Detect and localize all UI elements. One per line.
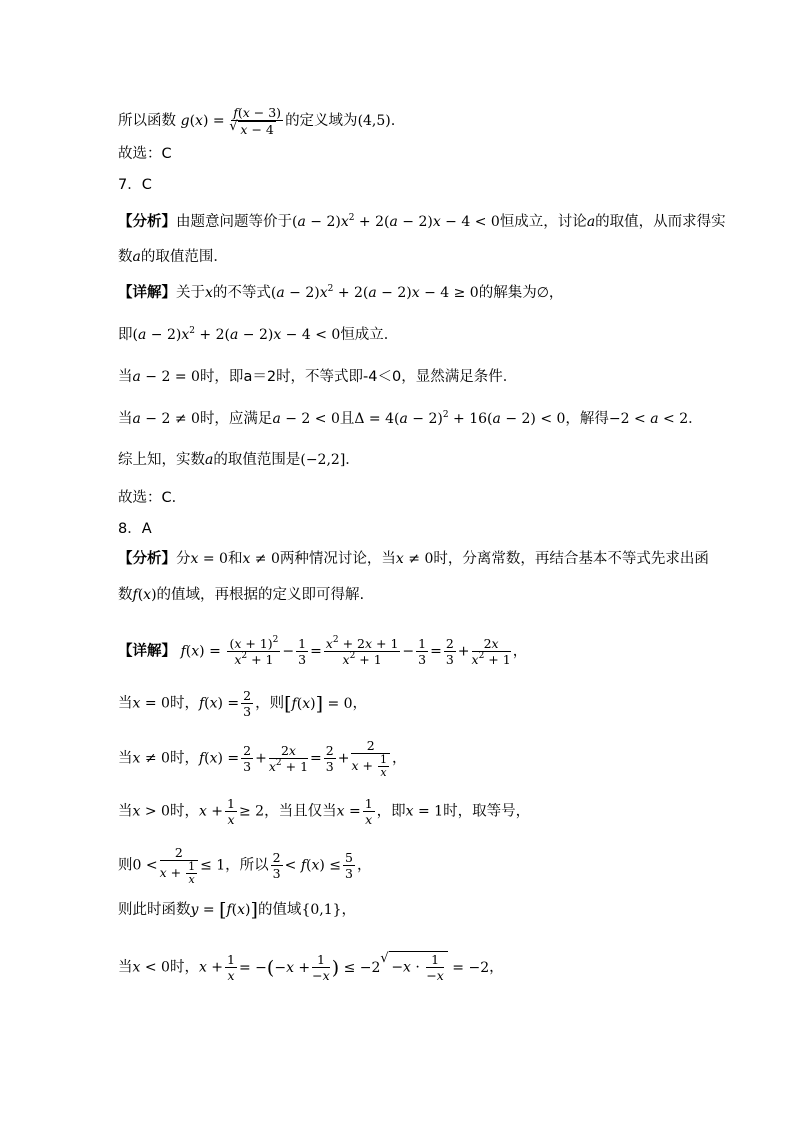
math: + bbox=[255, 750, 267, 767]
math: $(a - 2)x^2 + 2(a - 2)x - 4 < 0$ bbox=[292, 213, 500, 230]
math-floor: [f(x)] = 0 bbox=[284, 692, 353, 715]
fraction: $\frac{2}{3}$ bbox=[272, 850, 281, 881]
text: 所以函数 bbox=[118, 113, 176, 129]
text: 综上知，实数 bbox=[118, 452, 205, 468]
math-floor: y = [f(x)] bbox=[190, 899, 258, 921]
math: x bbox=[205, 285, 213, 301]
line-choice-c2: 故选：C． bbox=[118, 490, 187, 506]
line-case-a2 bbox=[118, 367, 517, 387]
text: ， bbox=[341, 902, 357, 918]
line-detail-7b bbox=[118, 325, 398, 345]
math: x = bbox=[336, 803, 361, 820]
math: a − 2 < 0 bbox=[272, 411, 340, 427]
math: f(x) = bbox=[198, 750, 240, 767]
text: 的不等式 bbox=[212, 285, 271, 301]
math: a bbox=[205, 452, 214, 468]
fraction: $\frac{2}{3}$ bbox=[243, 743, 252, 774]
math: f(x) bbox=[132, 587, 157, 603]
math: a − 2 = 0 bbox=[132, 369, 200, 385]
line-case-x-pos bbox=[118, 796, 530, 827]
text: 的值域，再根据的定义即可得解. bbox=[156, 587, 365, 603]
text: 的解集为 bbox=[478, 285, 537, 301]
text: a＝2 bbox=[243, 369, 277, 385]
text: 两种情况讨论，当 bbox=[279, 551, 396, 567]
text: 时， bbox=[169, 750, 199, 767]
text: ，即 bbox=[376, 803, 406, 820]
text: 时，不等式即-4＜0，显然满足条件． bbox=[276, 369, 518, 385]
text: . bbox=[390, 113, 396, 129]
text: 当 bbox=[118, 695, 133, 712]
text: 数 bbox=[118, 587, 133, 603]
math: + bbox=[337, 750, 350, 767]
math-interval: (4,5) bbox=[357, 113, 391, 129]
tag: 【详解】 bbox=[118, 285, 176, 301]
text: 由题意问题等价于 bbox=[176, 214, 292, 230]
text: 即 bbox=[118, 327, 133, 343]
math: − bbox=[402, 643, 415, 660]
text: 当 bbox=[118, 803, 133, 820]
fraction-nested: 2 x + $\frac{1}{x}$ bbox=[160, 845, 198, 886]
line-analysis-7b bbox=[118, 247, 228, 267]
text: ． bbox=[688, 411, 703, 427]
fraction: $\frac{1}{x}$ bbox=[364, 796, 373, 827]
line-analysis-8b bbox=[118, 585, 364, 605]
line-detail-7 bbox=[118, 283, 563, 303]
text: 且 bbox=[339, 411, 355, 427]
line-case-a-not-2 bbox=[118, 409, 703, 429]
line-case-x0 bbox=[118, 688, 367, 719]
text: 当 bbox=[118, 411, 133, 427]
fraction: $\frac{5}{3}$ bbox=[345, 850, 353, 881]
tag: 【分析】 bbox=[118, 214, 176, 230]
math: f(x) = bbox=[180, 643, 221, 660]
fraction: $\frac{(x + 1)^2}{x^2 + 1}$ bbox=[229, 635, 279, 667]
line-range-f bbox=[118, 845, 371, 886]
text: 时， bbox=[169, 695, 199, 712]
fraction-g: f(x − 3) √ x − 4 bbox=[231, 105, 283, 137]
text: ， bbox=[548, 285, 564, 301]
text: 时，分离常数，再结合基本不等式先求出函 bbox=[433, 551, 709, 567]
text: 的取值范围． bbox=[140, 249, 228, 265]
math-discriminant: $\Delta = 4(a - 2)^2 + 16(a - 2) < 0$ bbox=[354, 410, 566, 427]
line-case-x-neg bbox=[118, 951, 504, 983]
text: 的定义域为 bbox=[285, 113, 358, 129]
math: = bbox=[310, 643, 322, 660]
line-summary-7 bbox=[118, 450, 360, 470]
line-value-range bbox=[118, 900, 356, 920]
fraction: $\frac{2}{3}$ bbox=[243, 688, 252, 719]
math: x + bbox=[198, 803, 224, 820]
math: a bbox=[132, 249, 141, 265]
text: 则 bbox=[118, 857, 133, 874]
math: ≥ 2 bbox=[239, 803, 265, 820]
text: 恒成立，讨论 bbox=[499, 214, 587, 230]
text: 时， bbox=[169, 803, 199, 820]
text: ，所以 bbox=[225, 857, 269, 874]
math: − bbox=[282, 643, 295, 660]
line-analysis-7 bbox=[118, 212, 726, 232]
math: x = 0 bbox=[132, 695, 170, 712]
text: ， bbox=[356, 857, 372, 874]
tag: 【分析】 bbox=[118, 551, 176, 567]
text: 和 bbox=[227, 551, 243, 567]
fraction: $\frac{1}{3}$ bbox=[418, 636, 427, 667]
text: 当 bbox=[118, 750, 133, 767]
line-q7: 7．C bbox=[118, 177, 152, 193]
text: ， bbox=[391, 750, 407, 767]
text: ，则 bbox=[255, 695, 285, 712]
text: 时，即 bbox=[199, 369, 244, 385]
text: ，当且仅当 bbox=[264, 803, 337, 820]
math: x = 0 bbox=[190, 551, 228, 567]
math: x bbox=[195, 113, 203, 129]
math: ) = bbox=[202, 113, 225, 129]
text: 的值域 bbox=[257, 902, 302, 918]
math: −2 < a < 2 bbox=[608, 411, 689, 427]
math: + bbox=[457, 643, 470, 660]
math: x + bbox=[198, 959, 224, 976]
text: ，解得 bbox=[565, 411, 609, 427]
text: 数 bbox=[118, 249, 133, 265]
math: ≤ 1 bbox=[200, 857, 226, 874]
text: 则此时函数 bbox=[118, 902, 191, 918]
text: 的取值范围是 bbox=[213, 452, 301, 468]
math: ( bbox=[189, 113, 196, 129]
line-choice-c: 故选：C bbox=[118, 146, 172, 162]
text: 的取值，从而求得实 bbox=[595, 214, 726, 230]
math-interval: (−2,2] bbox=[300, 452, 346, 468]
math: < f(x) ≤ bbox=[284, 857, 342, 874]
line-analysis-8 bbox=[118, 549, 709, 569]
fraction: $\frac{1}{3}$ bbox=[298, 636, 307, 667]
math: x ≠ 0 bbox=[395, 551, 434, 567]
math: $(a - 2)x^2 + 2(a - 2)x - 4 \ge 0$ bbox=[270, 284, 479, 301]
line-q8: 8．A bbox=[118, 521, 152, 537]
tag: 【详解】 bbox=[118, 643, 176, 660]
math: x < 0 bbox=[132, 959, 170, 976]
math: 0 < bbox=[132, 857, 158, 874]
text: 恒成立． bbox=[340, 327, 399, 343]
text: 时， bbox=[169, 959, 199, 976]
math: x ≠ 0 bbox=[242, 551, 280, 567]
fraction: $\frac{2x}{x^2 + 1}$ bbox=[471, 636, 511, 667]
text: ， bbox=[489, 959, 504, 976]
math: ∅ bbox=[536, 285, 549, 301]
text: 关于 bbox=[176, 285, 205, 301]
text: 时，应满足 bbox=[199, 411, 273, 427]
text: 时，取等号， bbox=[443, 803, 531, 820]
math: = bbox=[430, 643, 442, 660]
math: x ≠ 0 bbox=[132, 750, 170, 767]
fraction: $\frac{1}{-x}$ bbox=[312, 952, 330, 983]
fraction-nested: 2 x + $\frac{1}{x}$ bbox=[351, 738, 389, 779]
math: f(x) = bbox=[198, 695, 240, 712]
fraction: $\frac{1}{x}$ bbox=[227, 796, 235, 827]
text: ． bbox=[345, 452, 360, 468]
math: = −(−x + bbox=[239, 956, 311, 979]
fraction: $\frac{2x}{x^2 + 1}$ bbox=[268, 743, 309, 774]
line-case-x-not-0 bbox=[118, 738, 406, 779]
math: ) ≤ −2 √ −x · $\frac{1}{-x}$ = −2 bbox=[332, 960, 489, 976]
text: ， bbox=[352, 695, 368, 712]
math: $(a - 2)x^2 + 2(a - 2)x - 4 < 0$ bbox=[132, 326, 341, 343]
fraction: $\frac{2}{3}$ bbox=[325, 743, 334, 774]
line-domain-g bbox=[118, 105, 395, 137]
text: ， bbox=[512, 643, 528, 660]
math: a − 2 ≠ 0 bbox=[132, 411, 200, 427]
fraction: $\frac{2}{3}$ bbox=[445, 636, 454, 667]
text: 当 bbox=[118, 369, 133, 385]
fraction: $\frac{1}{x}$ bbox=[227, 952, 235, 983]
math: x > 0 bbox=[132, 803, 170, 820]
math: = bbox=[310, 750, 322, 767]
text: 当 bbox=[118, 959, 133, 976]
math-set: {0,1} bbox=[301, 902, 342, 918]
math-g-of-x: g bbox=[180, 113, 190, 129]
math: x = 1 bbox=[405, 803, 444, 820]
line-detail-8 bbox=[118, 636, 527, 667]
text: 分 bbox=[176, 551, 191, 567]
fraction: $\frac{x^2 + 2x + 1}{x^2 + 1}$ bbox=[325, 635, 399, 667]
math: a bbox=[586, 214, 596, 230]
